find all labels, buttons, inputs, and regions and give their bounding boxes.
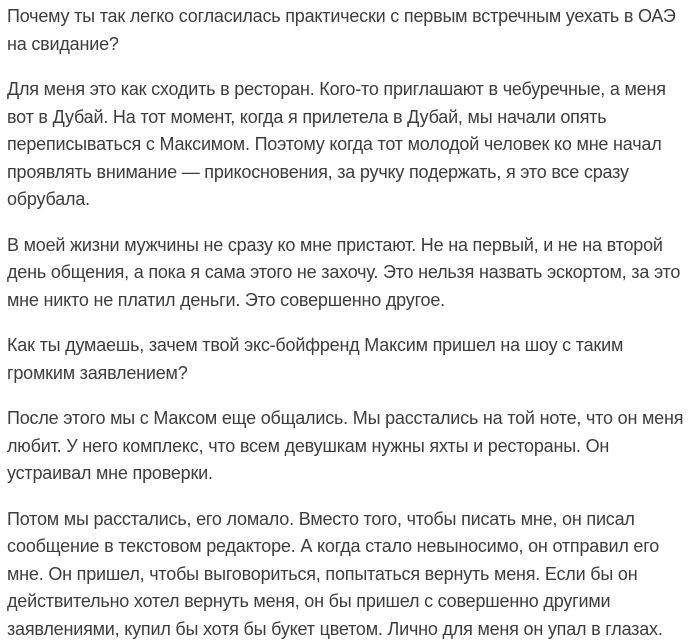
interview-answer: Потом мы расстались, его ломало. Вместо того, чтобы писать мне, он писал сообщение в текстовом редакторе. А когда стало невыносимо, он отправил его мне. Он пришел, чтобы выговориться, попытаться вернуть меня. Если бы он действительно хотел вернуть меня, он бы пришел с совершенно другими заявлениями, купил бы хотя бы букет цветом. Лично для меня он упал в глазах. [7,506,691,643]
interview-question: Почему ты так легко согласилась практически с первым встречным уехать в ОАЭ на свидание? [7,3,691,58]
interview-answer: Для меня это как сходить в ресторан. Кого-то приглашают в чебуречные, а меня вот в Дубай. На тот момент, когда я прилетела в Дубай, мы начали опять переписываться с Максимом. Поэтому когда тот молодой человек ко мне начал проявлять внимание — прикосновения, за ручку подержать, я это все сразу обрубала. [7,76,691,214]
interview-question: Как ты думаешь, зачем твой экс-бойфренд Максим пришел на шоу с таким громким заявлением? [7,332,691,387]
interview-answer: В моей жизни мужчины не сразу ко мне пристают. Не на первый, и не на второй день общения, а пока я сама этого не захочу. Это нельзя назвать эскортом, за это мне никто не платил деньги. Это совершенно другое. [7,232,691,315]
interview-answer: После этого мы с Максом еще общались. Мы расстались на той ноте, что он меня любит. У него комплекс, что всем девушкам нужны яхты и рестораны. Он устраивал мне проверки. [7,405,691,488]
